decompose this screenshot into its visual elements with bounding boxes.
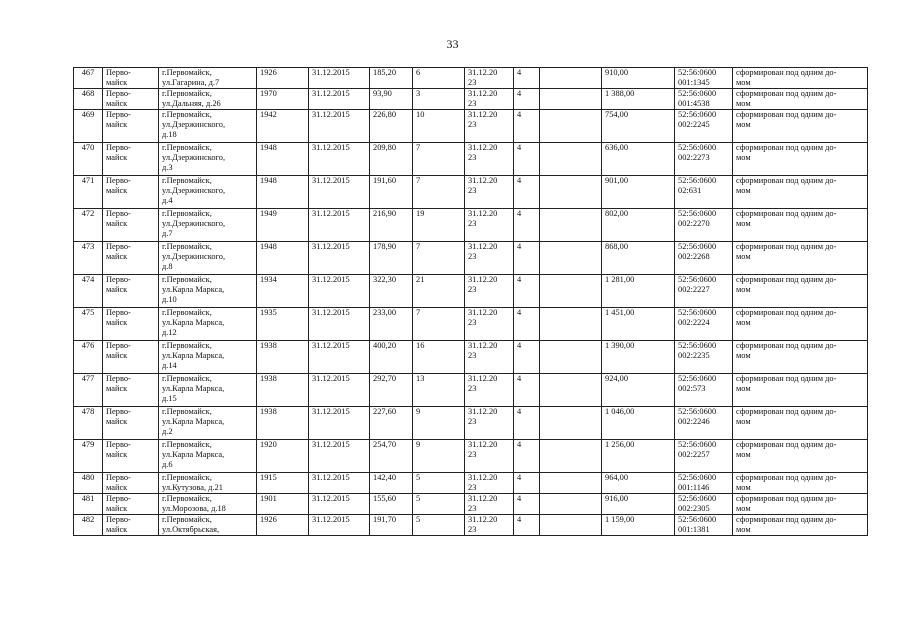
empty-cell: [540, 308, 602, 341]
note-cell: сформирован под одним до- мом: [733, 242, 868, 275]
count-cell: 5: [413, 515, 465, 536]
table-row: [74, 143, 868, 176]
city-cell: Перво- майск: [103, 374, 159, 407]
count-cell: 9: [413, 407, 465, 440]
cadastral-number-cell: 52:56:0600 002:2246: [675, 407, 733, 440]
empty-cell: [540, 440, 602, 473]
empty-cell: [540, 209, 602, 242]
table-row: [74, 374, 868, 407]
row-number: 481: [74, 494, 103, 515]
category-cell: 4: [514, 341, 540, 374]
city-cell: Перво- майск: [103, 242, 159, 275]
category-cell: 4: [514, 242, 540, 275]
table-row: [74, 308, 868, 341]
count-cell: 7: [413, 308, 465, 341]
cost-cell: 754,00: [602, 110, 675, 143]
date-cell: 31.12.2015: [309, 242, 370, 275]
cost-cell: 636,00: [602, 143, 675, 176]
area-cell: 216,90: [370, 209, 413, 242]
until-cell: 31.12.20 23: [465, 89, 514, 110]
table-row: [74, 275, 868, 308]
page-number: 33: [446, 37, 459, 51]
until-cell: 31.12.20 23: [465, 407, 514, 440]
city-cell: Перво- майск: [103, 473, 159, 494]
address-cell: г.Первомайск, ул.Карла Маркса, д.2: [159, 407, 257, 440]
year-cell: 1938: [257, 341, 309, 374]
empty-cell: [540, 68, 602, 89]
year-cell: 1970: [257, 89, 309, 110]
count-cell: 5: [413, 494, 465, 515]
year-cell: 1920: [257, 440, 309, 473]
cadastral-number-cell: 52:56:0600 002:2224: [675, 308, 733, 341]
city-cell: Перво- майск: [103, 68, 159, 89]
cadastral-number-cell: 52:56:0600 002:2235: [675, 341, 733, 374]
count-cell: 13: [413, 374, 465, 407]
until-cell: 31.12.20 23: [465, 494, 514, 515]
count-cell: 9: [413, 440, 465, 473]
empty-cell: [540, 143, 602, 176]
note-cell: сформирован под одним до- мом: [733, 176, 868, 209]
city-cell: Перво- майск: [103, 89, 159, 110]
cadastral-number-cell: 52:56:0600 002:2270: [675, 209, 733, 242]
note-cell: сформирован под одним до- мом: [733, 407, 868, 440]
empty-cell: [540, 515, 602, 536]
count-cell: 7: [413, 242, 465, 275]
year-cell: 1938: [257, 407, 309, 440]
area-cell: 233,00: [370, 308, 413, 341]
until-cell: 31.12.20 23: [465, 341, 514, 374]
area-cell: 155,60: [370, 494, 413, 515]
date-cell: 31.12.2015: [309, 515, 370, 536]
city-cell: Перво- майск: [103, 209, 159, 242]
area-cell: 322,30: [370, 275, 413, 308]
row-number: 480: [74, 473, 103, 494]
property-table: [73, 67, 868, 536]
area-cell: 400,20: [370, 341, 413, 374]
date-cell: 31.12.2015: [309, 89, 370, 110]
note-cell: сформирован под одним до- мом: [733, 494, 868, 515]
until-cell: 31.12.20 23: [465, 440, 514, 473]
category-cell: 4: [514, 89, 540, 110]
cadastral-number-cell: 52:56:0600 002:2268: [675, 242, 733, 275]
note-cell: сформирован под одним до- мом: [733, 89, 868, 110]
table-row: [74, 242, 868, 275]
table-row: [74, 515, 868, 536]
address-cell: г.Первомайск, ул.Дзержинского, д.4: [159, 176, 257, 209]
address-cell: г.Первомайск, ул.Карла Маркса, д.10: [159, 275, 257, 308]
count-cell: 16: [413, 341, 465, 374]
category-cell: 4: [514, 515, 540, 536]
address-cell: г.Первомайск, ул.Гагарина, д.7: [159, 68, 257, 89]
city-cell: Перво- майск: [103, 110, 159, 143]
empty-cell: [540, 89, 602, 110]
note-cell: сформирован под одним до- мом: [733, 440, 868, 473]
cost-cell: 1 159,00: [602, 515, 675, 536]
row-number: 482: [74, 515, 103, 536]
cost-cell: 802,00: [602, 209, 675, 242]
date-cell: 31.12.2015: [309, 374, 370, 407]
date-cell: 31.12.2015: [309, 341, 370, 374]
address-cell: г.Первомайск, ул.Октябрьская,: [159, 515, 257, 536]
count-cell: 19: [413, 209, 465, 242]
date-cell: 31.12.2015: [309, 407, 370, 440]
cadastral-number-cell: 52:56:0600 002:2305: [675, 494, 733, 515]
year-cell: 1926: [257, 68, 309, 89]
row-number: 474: [74, 275, 103, 308]
table-row: [74, 341, 868, 374]
note-cell: сформирован под одним до- мом: [733, 275, 868, 308]
table-row: [74, 473, 868, 494]
row-number: 477: [74, 374, 103, 407]
table-row: [74, 494, 868, 515]
cost-cell: 924,00: [602, 374, 675, 407]
cost-cell: 910,00: [602, 68, 675, 89]
cadastral-number-cell: 52:56:0600 001:4538: [675, 89, 733, 110]
address-cell: г.Первомайск, ул.Дзержинского, д.7: [159, 209, 257, 242]
year-cell: 1934: [257, 275, 309, 308]
cost-cell: 1 256,00: [602, 440, 675, 473]
cadastral-number-cell: 52:56:0600 001:1146: [675, 473, 733, 494]
date-cell: 31.12.2015: [309, 473, 370, 494]
table-row: [74, 407, 868, 440]
year-cell: 1949: [257, 209, 309, 242]
date-cell: 31.12.2015: [309, 68, 370, 89]
cadastral-number-cell: 52:56:0600 002:2227: [675, 275, 733, 308]
cost-cell: 1 281,00: [602, 275, 675, 308]
empty-cell: [540, 473, 602, 494]
category-cell: 4: [514, 68, 540, 89]
date-cell: 31.12.2015: [309, 308, 370, 341]
until-cell: 31.12.20 23: [465, 242, 514, 275]
table-row: [74, 209, 868, 242]
city-cell: Перво- майск: [103, 275, 159, 308]
note-cell: сформирован под одним до- мом: [733, 308, 868, 341]
area-cell: 93,90: [370, 89, 413, 110]
area-cell: 226,80: [370, 110, 413, 143]
until-cell: 31.12.20 23: [465, 473, 514, 494]
city-cell: Перво- майск: [103, 407, 159, 440]
cadastral-number-cell: 52:56:0600 001:1345: [675, 68, 733, 89]
year-cell: 1938: [257, 374, 309, 407]
category-cell: 4: [514, 176, 540, 209]
area-cell: 227,60: [370, 407, 413, 440]
empty-cell: [540, 242, 602, 275]
cadastral-number-cell: 52:56:0600 002:2257: [675, 440, 733, 473]
until-cell: 31.12.20 23: [465, 68, 514, 89]
city-cell: Перво- майск: [103, 176, 159, 209]
address-cell: г.Первомайск, ул.Дзержинского, д.3: [159, 143, 257, 176]
address-cell: г.Первомайск, ул.Кутузова, д.21: [159, 473, 257, 494]
city-cell: Перво- майск: [103, 143, 159, 176]
cost-cell: 1 451,00: [602, 308, 675, 341]
row-number: 479: [74, 440, 103, 473]
empty-cell: [540, 341, 602, 374]
year-cell: 1948: [257, 242, 309, 275]
count-cell: 3: [413, 89, 465, 110]
table-row: [74, 440, 868, 473]
until-cell: 31.12.20 23: [465, 110, 514, 143]
year-cell: 1935: [257, 308, 309, 341]
note-cell: сформирован под одним до- мом: [733, 341, 868, 374]
category-cell: 4: [514, 494, 540, 515]
table-row: [74, 89, 868, 110]
until-cell: 31.12.20 23: [465, 275, 514, 308]
row-number: 469: [74, 110, 103, 143]
cadastral-number-cell: 52:56:0600 002:2273: [675, 143, 733, 176]
empty-cell: [540, 110, 602, 143]
row-number: 471: [74, 176, 103, 209]
until-cell: 31.12.20 23: [465, 209, 514, 242]
cost-cell: 868,00: [602, 242, 675, 275]
until-cell: 31.12.20 23: [465, 143, 514, 176]
cadastral-number-cell: 52:56:0600 002:573: [675, 374, 733, 407]
count-cell: 7: [413, 176, 465, 209]
count-cell: 5: [413, 473, 465, 494]
area-cell: 209,80: [370, 143, 413, 176]
date-cell: 31.12.2015: [309, 110, 370, 143]
year-cell: 1926: [257, 515, 309, 536]
date-cell: 31.12.2015: [309, 209, 370, 242]
cost-cell: 901,00: [602, 176, 675, 209]
note-cell: сформирован под одним до- мом: [733, 110, 868, 143]
category-cell: 4: [514, 407, 540, 440]
until-cell: 31.12.20 23: [465, 374, 514, 407]
count-cell: 21: [413, 275, 465, 308]
empty-cell: [540, 176, 602, 209]
cost-cell: 1 390,00: [602, 341, 675, 374]
city-cell: Перво- майск: [103, 341, 159, 374]
count-cell: 7: [413, 143, 465, 176]
note-cell: сформирован под одним до- мом: [733, 68, 868, 89]
year-cell: 1942: [257, 110, 309, 143]
note-cell: сформирован под одним до- мом: [733, 515, 868, 536]
date-cell: 31.12.2015: [309, 176, 370, 209]
note-cell: сформирован под одним до- мом: [733, 473, 868, 494]
area-cell: 191,60: [370, 176, 413, 209]
category-cell: 4: [514, 209, 540, 242]
category-cell: 4: [514, 143, 540, 176]
row-number: 468: [74, 89, 103, 110]
date-cell: 31.12.2015: [309, 143, 370, 176]
cost-cell: 1 388,00: [602, 89, 675, 110]
row-number: 472: [74, 209, 103, 242]
until-cell: 31.12.20 23: [465, 515, 514, 536]
date-cell: 31.12.2015: [309, 440, 370, 473]
table-row: [74, 68, 868, 89]
empty-cell: [540, 275, 602, 308]
row-number: 473: [74, 242, 103, 275]
category-cell: 4: [514, 374, 540, 407]
address-cell: г.Первомайск, ул.Морозова, д.18: [159, 494, 257, 515]
address-cell: г.Первомайск, ул.Карла Маркса, д.14: [159, 341, 257, 374]
date-cell: 31.12.2015: [309, 494, 370, 515]
row-number: 467: [74, 68, 103, 89]
row-number: 475: [74, 308, 103, 341]
category-cell: 4: [514, 110, 540, 143]
until-cell: 31.12.20 23: [465, 308, 514, 341]
category-cell: 4: [514, 440, 540, 473]
cost-cell: 916,00: [602, 494, 675, 515]
area-cell: 178,90: [370, 242, 413, 275]
row-number: 476: [74, 341, 103, 374]
row-number: 478: [74, 407, 103, 440]
address-cell: г.Первомайск, ул.Дзержинского, д.8: [159, 242, 257, 275]
year-cell: 1948: [257, 176, 309, 209]
area-cell: 254,70: [370, 440, 413, 473]
note-cell: сформирован под одним до- мом: [733, 209, 868, 242]
row-number: 470: [74, 143, 103, 176]
empty-cell: [540, 374, 602, 407]
address-cell: г.Первомайск, ул.Дальняя, д.26: [159, 89, 257, 110]
year-cell: 1948: [257, 143, 309, 176]
table-row: [74, 110, 868, 143]
city-cell: Перво- майск: [103, 515, 159, 536]
year-cell: 1915: [257, 473, 309, 494]
city-cell: Перво- майск: [103, 308, 159, 341]
year-cell: 1901: [257, 494, 309, 515]
count-cell: 6: [413, 68, 465, 89]
count-cell: 10: [413, 110, 465, 143]
category-cell: 4: [514, 275, 540, 308]
area-cell: 142,40: [370, 473, 413, 494]
empty-cell: [540, 494, 602, 515]
area-cell: 185,20: [370, 68, 413, 89]
address-cell: г.Первомайск, ул.Карла Маркса, д.15: [159, 374, 257, 407]
cost-cell: 1 046,00: [602, 407, 675, 440]
note-cell: сформирован под одним до- мом: [733, 143, 868, 176]
address-cell: г.Первомайск, ул.Карла Маркса, д.6: [159, 440, 257, 473]
cadastral-number-cell: 52:56:0600 02:631: [675, 176, 733, 209]
address-cell: г.Первомайск, ул.Карла Маркса, д.12: [159, 308, 257, 341]
area-cell: 191,70: [370, 515, 413, 536]
cadastral-number-cell: 52:56:0600 001:1381: [675, 515, 733, 536]
cost-cell: 964,00: [602, 473, 675, 494]
table-row: [74, 176, 868, 209]
empty-cell: [540, 407, 602, 440]
note-cell: сформирован под одним до- мом: [733, 374, 868, 407]
area-cell: 292,70: [370, 374, 413, 407]
date-cell: 31.12.2015: [309, 275, 370, 308]
city-cell: Перво- майск: [103, 494, 159, 515]
city-cell: Перво- майск: [103, 440, 159, 473]
address-cell: г.Первомайск, ул.Дзержинского, д.18: [159, 110, 257, 143]
until-cell: 31.12.20 23: [465, 176, 514, 209]
category-cell: 4: [514, 473, 540, 494]
cadastral-number-cell: 52:56:0600 002:2245: [675, 110, 733, 143]
category-cell: 4: [514, 308, 540, 341]
